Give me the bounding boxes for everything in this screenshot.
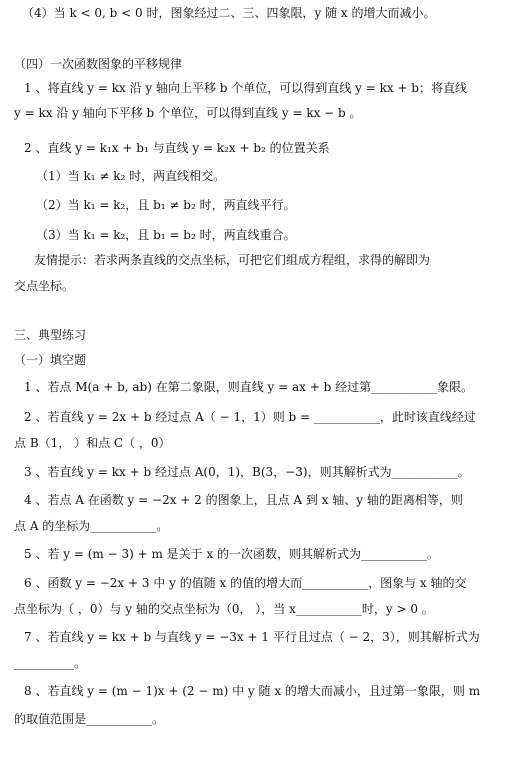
section-heading-practice: 三、典型练习 bbox=[14, 328, 87, 342]
tip-line-1: 友情提示：若求两条直线的交点坐标，可把它们组成方程组，求得的解即为 bbox=[34, 253, 431, 267]
rule-2-case-1: （1）当 k₁ ≠ k₂ 时，两直线相交。 bbox=[36, 169, 226, 183]
question-5: 5 、若 y = (m − 3) + m 是关于 x 的一次函数，则其解析式为___________。 bbox=[24, 547, 440, 561]
rule-2-heading: 2 、直线 y = k₁x + b₁ 与直线 y = k₂x + b₂ 的位置关系 bbox=[24, 141, 330, 155]
question-4-line-1: 4 、若点 A 在函数 y = −2x + 2 的图象上，且点 A 到 x 轴、y 轴的距离相等，则 bbox=[24, 493, 463, 507]
rule-1-line-2: y = kx 沿 y 轴向下平移 b 个单位，可以得到直线 y = kx − b 。 bbox=[14, 106, 362, 120]
question-1: 1 、若点 M(a + b, ab) 在第二象限，则直线 y = ax + b 经过第___________象限。 bbox=[24, 380, 474, 394]
question-8-line-1: 8 、若直线 y = (m − 1)x + (2 − m) 中 y 随 x 的增大而减小，且过第一象限，则 m bbox=[24, 684, 481, 698]
tip-line-2: 交点坐标。 bbox=[14, 279, 75, 293]
question-2-line-1: 2 、若直线 y = 2x + b 经过点 A（ − 1，1）则 b = ___________，此时该直线经过 bbox=[24, 410, 476, 424]
question-2-line-2: 点 B（1， ）和点 C（ ，0） bbox=[14, 436, 171, 450]
question-7-line-1: 7 、若直线 y = kx + b 与直线 y = −3x + 1 平行且过点（ − 2，3），则其解析式为 bbox=[24, 630, 480, 644]
question-8-line-2: 的取值范围是___________。 bbox=[14, 712, 165, 726]
subsection-heading-fill-blank: （一）填空题 bbox=[14, 353, 87, 367]
line-intro-4: （4）当 k < 0, b < 0 时，图象经过二、三、四象限，y 随 x 的增大而减小。 bbox=[22, 6, 436, 20]
question-3: 3 、若直线 y = kx + b 经过点 A(0，1)，B(3，−3)，则其解析式为___________。 bbox=[24, 465, 470, 479]
rule-2-case-2: （2）当 k₁ = k₂，且 b₁ ≠ b₂ 时，两直线平行。 bbox=[36, 198, 296, 212]
question-6-line-1: 6 、函数 y = −2x + 3 中 y 的值随 x 的值的增大而___________，图象与 x 轴的交 bbox=[24, 576, 467, 590]
rule-1-line-1: 1 、将直线 y = kx 沿 y 轴向上平移 b 个单位，可以得到直线 y = kx + b；将直线 bbox=[24, 81, 467, 95]
rule-2-case-3: （3）当 k₁ = k₂，且 b₁ = b₂ 时，两直线重合。 bbox=[36, 228, 296, 242]
section-heading-translation: （四）一次函数图象的平移规律 bbox=[14, 57, 183, 71]
question-7-line-2: __________。 bbox=[14, 656, 87, 670]
question-6-line-2: 点坐标为（ ，0）与 y 轴的交点坐标为（0， ），当 x___________时，y > 0 。 bbox=[14, 602, 434, 616]
question-4-line-2: 点 A 的坐标为___________。 bbox=[14, 519, 169, 533]
